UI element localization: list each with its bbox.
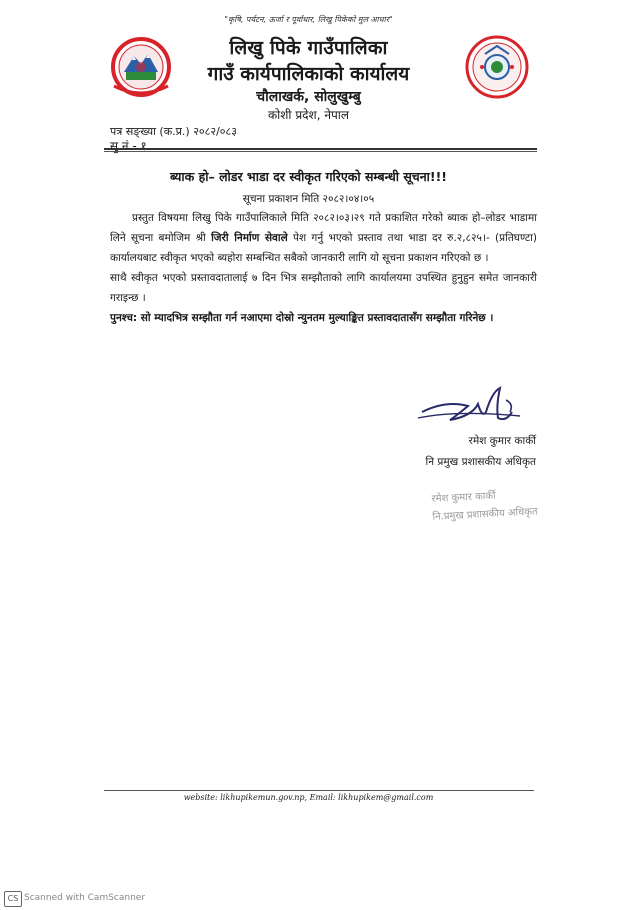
stamp-line-2: नि.प्रमुख प्रशासकीय अधिकृत <box>432 506 538 523</box>
letterhead-line-2: गाउँ कार्यपालिकाको कार्यालय <box>207 63 410 85</box>
motto: "कृषि, पर्यटन, ऊर्जा र पूर्वाधार, लिखु पिकेको मुल आधार" <box>224 15 393 24</box>
header-divider-thin <box>104 151 537 152</box>
dispatch-number: सु.नं.- १ <box>110 139 147 153</box>
footer-contact: website: likhupikemun.gov.np, Email: likhupikem@gmail.com <box>183 793 434 802</box>
official-stamp <box>431 485 543 527</box>
stamp-line-1: रमेश कुमार कार्की <box>431 490 496 505</box>
signatory-title: नि प्रमुख प्रशासकीय अधिकृत <box>425 456 536 468</box>
letterhead-line-4: कोशी प्रदेश, नेपाल <box>267 108 350 122</box>
notice-subject: ब्याक हो– लोडर भाडा दर स्वीकृत गरिएको सम्बन्धी सूचना!!! <box>169 169 448 184</box>
paragraph-3: पुनश्च: सो म्यादभित्र सम्झौता गर्न नआएमा दोस्रो न्युनतम मुल्याङ्कित प्रस्तावदातासँग सम्झौता गरिनेछ । <box>110 312 494 324</box>
publication-date: सूचना प्रकाशन मिति २०८२।०४।०५ <box>242 193 375 205</box>
footer-divider <box>104 790 534 791</box>
letterhead-line-1: लिखु पिके गाउँपालिका <box>229 37 388 59</box>
letterhead-line-3: चौलाखर्क, सोलुखुम्बु <box>256 89 361 105</box>
header-divider <box>104 148 537 150</box>
camscanner-icon: CS <box>4 891 22 907</box>
signatory-name: रमेश कुमार कार्की <box>468 435 536 447</box>
handwritten-signature <box>416 382 526 428</box>
scanner-watermark: Scanned with CamScanner <box>24 893 146 903</box>
paragraph-2: साथै स्वीकृत भएको प्रस्तावदातालाई ७ दिन भित्र सम्झौताको लागि कार्यालयमा उपस्थित हुनुहुन समेत जानकारी गराइन्छ । <box>110 272 537 304</box>
paragraph-1-part-b: पेश गर्नु भएको प्रस्ताव तथा भाडा दर रु.२,८२५।- (प्रतिघण्टा) कार्यालयबाट स्वीकृत भएको ब्यहोरा सम्बन्धित सबैको जानकारी लागि यो सूचना प्रकाशन गरिएको छ । <box>110 232 537 264</box>
paragraph-1 <box>110 208 537 268</box>
contractor-name: जिरी निर्माण सेवाले <box>211 232 288 244</box>
paragraph-1-part-a: प्रस्तुत विषयमा लिखु पिके गाउँपालिकाले मिति २०८२।०३।२९ गते प्रकाशित गरेको ब्याक हो–लोडर भाडामा लिने सूचना बमोजिम श्री <box>110 212 537 244</box>
reference-number: पत्र सङ्ख्या (क.प्र.) २०८२/०८३ <box>110 125 237 138</box>
notice-body <box>110 208 537 328</box>
